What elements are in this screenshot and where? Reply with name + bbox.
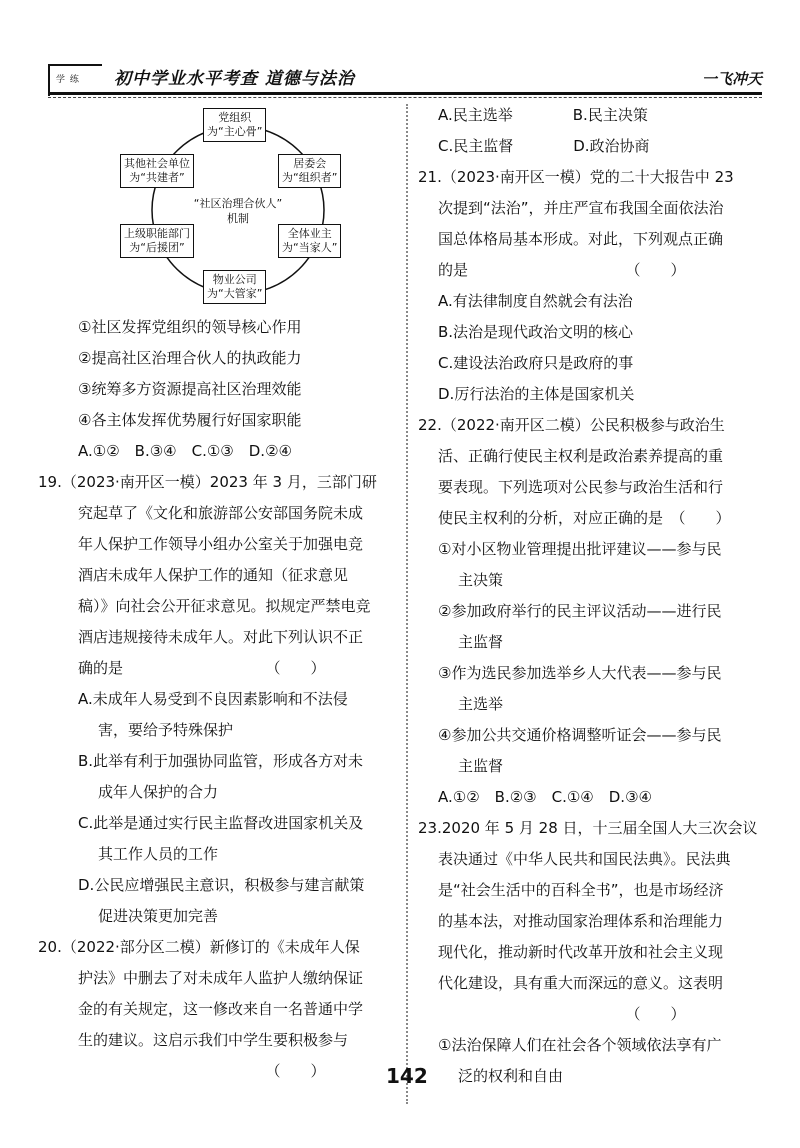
- q23-stem: 23.2020 年 5 月 28 日，十三届全国人大三次会议: [418, 819, 758, 837]
- node-other-units: 其他社会单位 为“共建者”: [120, 154, 194, 188]
- q21-stem-line: 的是 （ ）: [438, 261, 686, 279]
- q22-statement-4-cont: 主监督: [458, 757, 504, 775]
- q22-statement-3-cont: 主选举: [458, 695, 504, 713]
- page-number: 142: [386, 1064, 428, 1088]
- node-party-org: 党组织 为“主心骨”: [203, 108, 266, 142]
- q20-stem: 20.（2022·部分区二模）新修订的《未成年人保: [38, 938, 360, 956]
- diagram-center-label: “社区治理合伙人” 机制: [193, 197, 283, 225]
- q19-option-c: C.此举是通过实行民主监督改进国家机关及: [78, 814, 364, 832]
- node-functional-depts: 上级职能部门 为“后援团”: [120, 224, 194, 258]
- q22-stem-line: 活、正确行使民主权利是政治素养提高的重: [438, 447, 724, 465]
- q20-answer-paren: （ ）: [78, 1062, 326, 1080]
- q23-stem-line: 表决通过《中华人民共和国民法典》。民法典: [438, 850, 731, 868]
- q19-stem-line: 确的是 （ ）: [78, 659, 326, 677]
- q23-answer-paren: （ ）: [438, 1005, 686, 1023]
- q19-option-a: A.未成年人易受到不良因素影响和不法侵: [78, 690, 348, 708]
- q19-option-b: B.此举有利于加强协同监管，形成各方对未: [78, 752, 364, 770]
- q21-option-c: C.建设法治政府只是政府的事: [438, 354, 634, 372]
- q22-stem-line: 要表现。下列选项对公民参与政治生活和行: [438, 478, 724, 496]
- logo-text: 学 练: [56, 75, 80, 85]
- node-property-company: 物业公司 为“大管家”: [203, 270, 266, 304]
- q23-stem-line: 现代化，推动新时代改革开放和社会主义现: [438, 943, 724, 961]
- q22-statement-1: ①对小区物业管理提出批评建议——参与民: [438, 540, 722, 558]
- q21-option-d: D.厉行法治的主体是国家机关: [438, 385, 635, 403]
- q19-stem-line: 究起草了《文化和旅游部公安部国务院未成: [78, 504, 364, 522]
- q20-stem-line: 金的有关规定，这一修改来自一名普通中学: [78, 1000, 364, 1018]
- q19-option-a-cont: 害，要给予特殊保护: [98, 721, 234, 739]
- node-residents-committee: 居委会 为“组织者”: [278, 154, 341, 188]
- q19-stem-line: 酒店违规接待未成年人。对此下列认识不正: [78, 628, 364, 646]
- q22-statement-2-cont: 主监督: [458, 633, 504, 651]
- q23-stem-line: 的基本法，对推动国家治理体系和治理能力: [438, 912, 724, 930]
- q19-option-c-cont: 其工作人员的工作: [98, 845, 219, 863]
- q22-statement-3: ③作为选民参加选举乡人大代表——参与民: [438, 664, 722, 682]
- q21-stem-line: 次提到“法治”，并庄严宣布我国全面依法治: [438, 199, 724, 217]
- q18-options: A.①② B.③④ C.①③ D.②④: [78, 442, 292, 460]
- q20-stem-line: 生的建议。这启示我们中学生要积极参与: [78, 1031, 349, 1049]
- q19-stem: 19.（2023·南开区一模）2023 年 3 月，三部门研: [38, 473, 377, 491]
- q23-stem-line: 是“社会生活中的百科全书”，也是市场经济: [438, 881, 724, 899]
- q23-statement-1: ①法治保障人们在社会各个领域依法享有广: [438, 1036, 722, 1054]
- q19-option-d-cont: 促进决策更加完善: [98, 907, 219, 925]
- q19-option-b-cont: 成年人保护的合力: [98, 783, 219, 801]
- column-divider: [406, 104, 408, 1104]
- header-rule: [48, 92, 762, 95]
- q20-stem-line: 护法》中删去了对未成年人监护人缴纳保证: [78, 969, 364, 987]
- q22-statement-1-cont: 主决策: [458, 571, 504, 589]
- q19-stem-line: 稿）》向社会公开征求意见。拟规定严禁电竞: [78, 597, 371, 615]
- statement-3: ③统筹多方资源提高社区治理效能: [78, 380, 302, 398]
- q19-option-d: D.公民应增强民主意识，积极参与建言献策: [78, 876, 365, 894]
- q22-statement-2: ②参加政府举行的民主评议活动——进行民: [438, 602, 722, 620]
- q23-stem-line: 代化建设，具有重大而深远的意义。这表明: [438, 974, 724, 992]
- q19-stem-line: 年人保护工作领导小组办公室关于加强电竞: [78, 535, 364, 553]
- q22-stem: 22.（2022·南开区二模）公民积极参与政治生: [418, 416, 725, 434]
- header-rule-dashed: [48, 97, 762, 98]
- q22-statement-4: ④参加公共交通价格调整听证会——参与民: [438, 726, 722, 744]
- right-column: [418, 100, 768, 1092]
- q21-stem: 21.（2023·南开区一模）党的二十大报告中 23: [418, 168, 734, 186]
- q23-statement-1-cont: 泛的权利和自由: [458, 1067, 564, 1085]
- q19-stem-line: 酒店未成年人保护工作的通知（征求意见: [78, 566, 349, 584]
- q21-option-b: B.法治是现代政治文明的核心: [438, 323, 634, 341]
- q22-stem-line: 使民主权利的分析，对应正确的是 （ ）: [438, 509, 731, 527]
- q22-options: A.①② B.②③ C.①④ D.③④: [438, 788, 652, 806]
- statement-2: ②提高社区治理合伙人的执政能力: [78, 349, 302, 367]
- q20-options-ab: A.民主选举 B.民主决策: [438, 106, 648, 124]
- left-column: [38, 312, 388, 1087]
- community-governance-diagram: [118, 104, 358, 310]
- statement-4: ④各主体发挥优势履行好国家职能: [78, 411, 302, 429]
- node-all-owners: 全体业主 为“当家人”: [278, 224, 341, 258]
- statement-1: ①社区发挥党组织的领导核心作用: [78, 318, 302, 336]
- q21-stem-line: 国总体格局基本形成。对此，下列观点正确: [438, 230, 724, 248]
- header-title: 初中学业水平考查 道德与法治: [114, 69, 355, 89]
- page-header: [48, 58, 762, 98]
- brand-name: 一飞冲天: [701, 70, 762, 88]
- q20-options-cd: C.民主监督 D.政治协商: [438, 137, 650, 155]
- q21-option-a: A.有法律制度自然就会有法治: [438, 292, 633, 310]
